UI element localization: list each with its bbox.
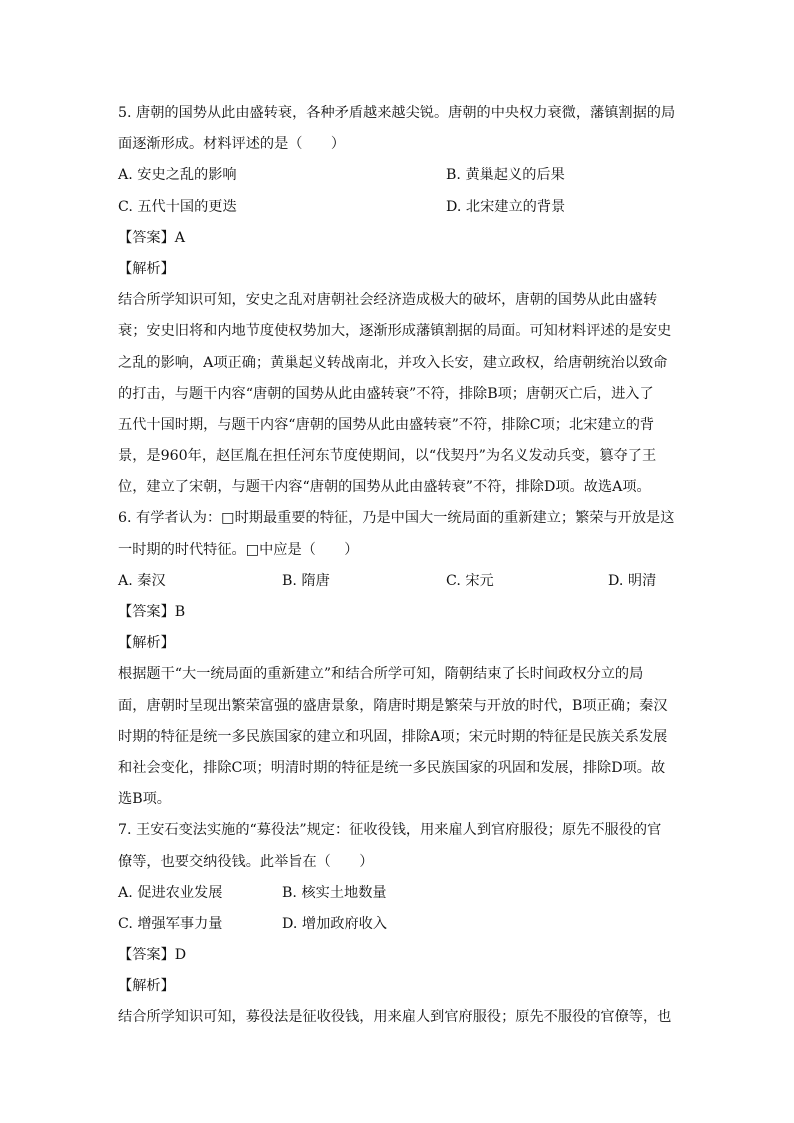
q6-option-d: D. 明清 bbox=[608, 572, 657, 589]
q5-option-b: B. 黄巢起义的后果 bbox=[446, 167, 565, 184]
q6-analysis-line-1: 根据题干“大一统局面的重新建立”和结合所学可知，隋朝结束了长时间政权分立的局 bbox=[118, 666, 644, 683]
q6-analysis-line-2: 面，唐朝时呈现出繁荣富强的盛唐景象，隋唐时期是繁荣与开放的时代，B项正确；秦汉 bbox=[118, 697, 668, 714]
q7-option-c: C. 增强军事力量 bbox=[118, 915, 223, 932]
q5-analysis-line-7: 位，建立了宋朝，与题干内容“唐朝的国势从此由盛转衰”不符，排除D项。故选A项。 bbox=[118, 479, 651, 496]
question-6 bbox=[118, 503, 678, 815]
q5-analysis-label: 【解析】 bbox=[118, 260, 175, 277]
q5-stem-line-1: 5. 唐朝的国势从此由盛转衰，各种矛盾越来越尖锐。唐朝的中央权力衰微，藩镇割据的局 bbox=[118, 105, 676, 121]
q7-options-row-1 bbox=[118, 878, 678, 909]
q6-options-row bbox=[118, 566, 678, 597]
q6-analysis-line-4: 和社会变化，排除C项；明清时期的特征是统一多民族国家的巩固和发展，排除D项。故 bbox=[118, 759, 666, 776]
q6-stem-line-2: 一时期的时代特征。□中应是（ ） bbox=[118, 541, 359, 558]
q7-stem-line-1: 7. 王安石变法实施的“募役法”规定：征收役钱，用来雇人到官府服役；原先不服役的官 bbox=[118, 822, 662, 839]
q7-option-b: B. 核实土地数量 bbox=[282, 884, 387, 901]
q5-option-d: D. 北宋建立的背景 bbox=[446, 198, 566, 215]
q6-option-c: C. 宋元 bbox=[446, 572, 494, 589]
q7-option-d: D. 增加政府收入 bbox=[282, 915, 388, 932]
question-7 bbox=[118, 815, 678, 1033]
q5-analysis-line-3: 之乱的影响，A项正确；黄巢起义转战南北，并攻入长安，建立政权，给唐朝统治以致命 bbox=[118, 354, 668, 371]
q5-analysis-line-2: 衰；安史旧将和内地节度使权势加大，逐渐形成藩镇割据的局面。可知材料评述的是安史 bbox=[118, 323, 672, 340]
q6-option-b: B. 隋唐 bbox=[282, 572, 330, 589]
q7-option-a: A. 促进农业发展 bbox=[118, 884, 223, 901]
document-page bbox=[118, 98, 678, 1034]
q5-stem-line-2: 面逐渐形成。材料评述的是（ ） bbox=[118, 136, 346, 153]
q5-options-row-1 bbox=[118, 160, 678, 191]
q6-answer: 【答案】B bbox=[118, 604, 186, 620]
q5-analysis-line-6: 景，是960年，赵匡胤在担任河东节度使期间，以“伐契丹”为名义发动兵变，篡夺了王 bbox=[118, 448, 657, 465]
q7-analysis-line-1: 结合所学知识可知，募役法是征收役钱，用来雇人到官府服役；原先不服役的官僚等，也 bbox=[118, 1009, 672, 1026]
q5-option-c: C. 五代十国的更迭 bbox=[118, 198, 237, 215]
q6-option-a: A. 秦汉 bbox=[118, 572, 166, 589]
q5-analysis-line-4: 的打击，与题干内容“唐朝的国势从此由盛转衰”不符，排除B项；唐朝灭亡后，进入了 bbox=[118, 385, 654, 402]
q6-stem-line-1: 6. 有学者认为：□时期最重要的特征，乃是中国大一统局面的重新建立；繁荣与开放是这 bbox=[118, 510, 675, 527]
q6-analysis-line-3: 时期的特征是统一多民族国家的建立和巩固，排除A项；宋元时期的特征是民族关系发展 bbox=[118, 728, 668, 745]
q5-analysis-line-5: 五代十国时期，与题干内容“唐朝的国势从此由盛转衰”不符，排除C项；北宋建立的背 bbox=[118, 416, 655, 433]
q7-analysis-label: 【解析】 bbox=[118, 978, 175, 995]
q7-stem-line-2: 僚等，也要交纳役钱。此举旨在（ ） bbox=[118, 853, 374, 870]
q6-analysis-line-5: 选B项。 bbox=[118, 791, 171, 808]
question-5 bbox=[118, 98, 678, 503]
q5-answer: 【答案】A bbox=[118, 229, 185, 246]
q7-answer: 【答案】D bbox=[118, 947, 187, 964]
q5-options-row-2 bbox=[118, 192, 678, 223]
q5-analysis-line-1: 结合所学知识可知，安史之乱对唐朝社会经济造成极大的破坏，唐朝的国势从此由盛转 bbox=[118, 292, 658, 309]
q6-analysis-label: 【解析】 bbox=[118, 635, 175, 652]
q7-options-row-2 bbox=[118, 909, 678, 940]
q5-option-a: A. 安史之乱的影响 bbox=[118, 167, 237, 184]
